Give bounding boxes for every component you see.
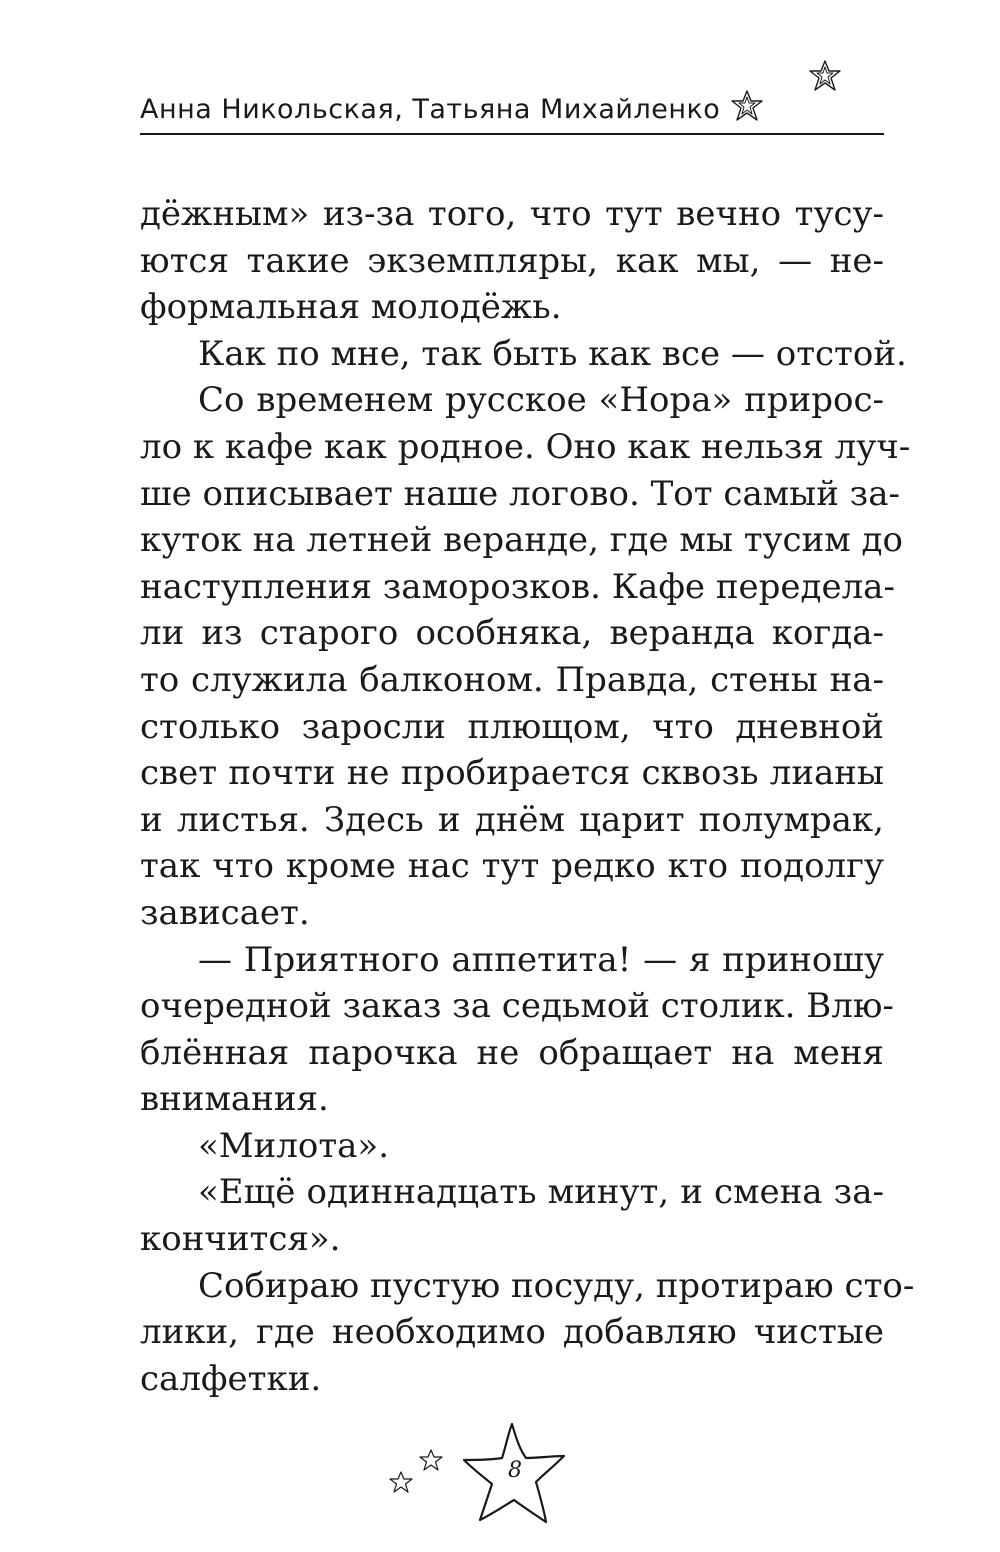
text-line: Собираю пустую посуду, протираю сто- bbox=[198, 1265, 915, 1306]
text-line: «Ещё одиннадцать минут, и смена за- bbox=[198, 1172, 884, 1213]
text-line: наступления заморозков. Кафе передела- bbox=[140, 566, 895, 607]
text-line: ло к кафе как родное. Оно как нельзя луч- bbox=[140, 426, 911, 467]
text-line: «Милота». bbox=[198, 1125, 390, 1166]
text-line: кончится». bbox=[140, 1219, 341, 1260]
text-line: внимания. bbox=[140, 1079, 329, 1120]
text-line: блённая парочка не обращает на меня bbox=[140, 1032, 884, 1073]
text-line: очередной заказ за седьмой столик. Влю- bbox=[140, 986, 894, 1027]
page-number: 8 bbox=[508, 1458, 522, 1483]
star-icon bbox=[806, 58, 844, 94]
page-number-badge bbox=[460, 1418, 570, 1528]
body-text bbox=[140, 191, 915, 1402]
text-line: то служила балконом. Правда, стены на- bbox=[140, 659, 884, 700]
text-line: куток на летней веранде, где мы тусим до bbox=[140, 520, 903, 561]
text-line: — Приятного аппетита! — я приношу bbox=[198, 939, 884, 980]
running-head: Анна Никольская, Татьяна Михайленко bbox=[140, 94, 721, 125]
text-line: ются такие экземпляры, как мы, — не- bbox=[140, 240, 884, 281]
text-line: зависает. bbox=[140, 892, 310, 933]
text-line: и листья. Здесь и днём царит полумрак, bbox=[140, 799, 884, 840]
text-line: лики, где необходимо добавляю чистые bbox=[140, 1312, 884, 1353]
header-rule bbox=[140, 133, 884, 135]
text-line: салфетки. bbox=[140, 1358, 322, 1399]
text-line: Со временем русское «Нора» прирос- bbox=[198, 380, 884, 421]
text-line: Как по мне, так быть как все — отстой. bbox=[198, 333, 907, 374]
small-star-icon bbox=[418, 1448, 444, 1472]
text-line: ше описывает наше логово. Тот самый за- bbox=[140, 473, 900, 514]
text-line: дёжным» из-за того, что тут вечно тусу- bbox=[140, 194, 884, 234]
small-star-icon bbox=[388, 1470, 414, 1494]
text-line: формальная молодёжь. bbox=[140, 287, 562, 328]
text-line: столько заросли плющом, что дневной bbox=[140, 706, 884, 747]
text-line: так что кроме нас тут редко кто подолгу bbox=[140, 846, 884, 887]
star-icon bbox=[728, 88, 766, 124]
text-line: свет почти не пробирается сквозь лианы bbox=[140, 753, 884, 794]
text-line: ли из старого особняка, веранда когда- bbox=[140, 613, 884, 654]
